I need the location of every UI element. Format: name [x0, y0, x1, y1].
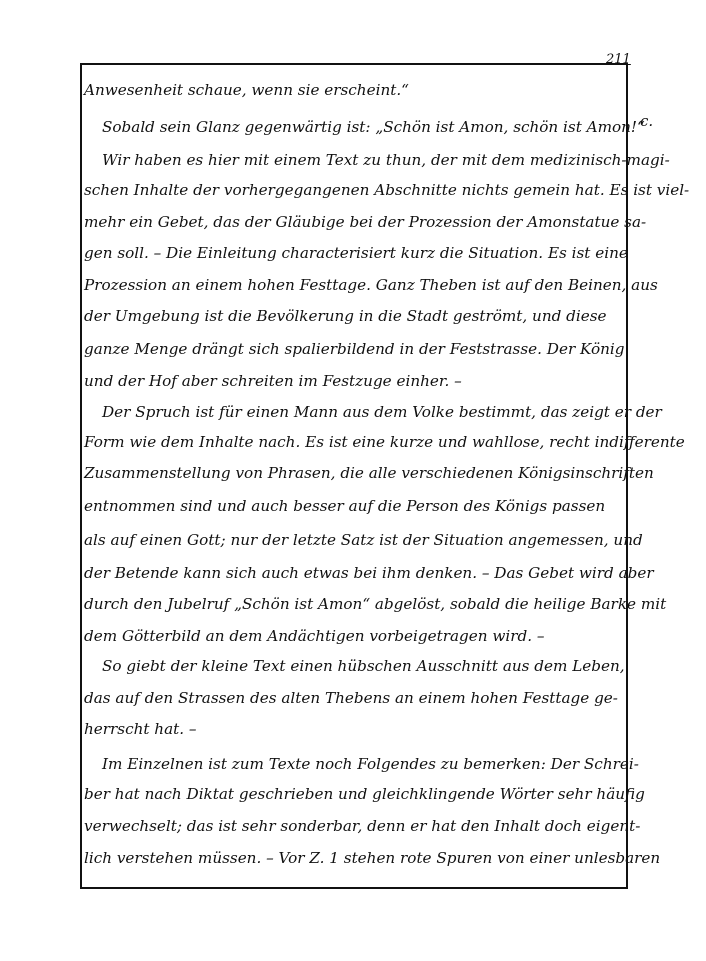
text-line: schen Inhalte der vorhergegangenen Abschnitte nichts gemein hat. Es ist viel-	[84, 181, 690, 199]
text-line: der Betende kann sich auch etwas bei ihm denken. – Das Gebet wird aber	[84, 564, 654, 582]
text-line: Form wie dem Inhalte nach. Es ist eine kurze und wahllose, recht indifferente	[84, 433, 685, 451]
text-line: als auf einen Gott; nur der letzte Satz ist der Situation angemessen, und	[84, 531, 643, 549]
text-line: gen soll. – Die Einleitung characterisiert kurz die Situation. Es ist eine	[84, 244, 628, 262]
text-line: der Umgebung ist die Bevölkerung in die Stadt geströmt, und diese	[84, 307, 607, 325]
text-line: Sobald sein Glanz gegenwärtig ist: „Schön ist Amon, schön ist Amon!“	[102, 118, 645, 136]
text-line: und der Hof aber schreiten im Festzuge einher. –	[84, 372, 462, 390]
text-line: Prozession an einem hohen Festtage. Ganz Theben ist auf den Beinen, aus	[84, 276, 658, 294]
text-line: das auf den Strassen des alten Thebens an einem hohen Festtage ge-	[84, 689, 618, 707]
text-line: mehr ein Gebet, das der Gläubige bei der Prozession der Amonstatue sa-	[84, 213, 647, 231]
text-line: ber hat nach Diktat geschrieben und gleichklingende Wörter sehr häufig	[84, 785, 645, 803]
text-line: dem Götterbild an dem Andächtigen vorbeigetragen wird. –	[84, 627, 545, 645]
text-line: Zusammenstellung von Phrasen, die alle verschiedenen Königsinschriften	[84, 464, 654, 482]
text-line: Der Spruch ist für einen Mann aus dem Volke bestimmt, das zeigt er der	[102, 403, 662, 421]
text-line: ganze Menge drängt sich spalierbildend in der Feststrasse. Der König	[84, 340, 625, 358]
text-line: herrscht hat. –	[84, 720, 197, 738]
text-line: So giebt der kleine Text einen hübschen Ausschnitt aus dem Leben,	[102, 657, 625, 675]
text-line: Anwesenheit schaue, wenn sie erscheint.“	[84, 81, 409, 99]
text-line: entnommen sind und auch besser auf die Person des Königs passen	[84, 497, 606, 515]
text-line: Im Einzelnen ist zum Texte noch Folgendes zu bemerken: Der Schrei-	[102, 755, 639, 773]
text-line: Wir haben es hier mit einem Text zu thun, der mit dem medizinisch-magi-	[102, 151, 670, 169]
margin-note: c.	[640, 112, 654, 130]
text-line: lich verstehen müssen. – Vor Z. 1 stehen rote Spuren von einer unlesbaren	[84, 849, 661, 867]
text-line: durch den Jubelruf „Schön ist Amon“ abgelöst, sobald die heilige Barke mit	[84, 595, 667, 613]
text-line: verwechselt; das ist sehr sonderbar, denn er hat den Inhalt doch eigent-	[84, 817, 641, 835]
page-number: 211	[606, 52, 631, 67]
